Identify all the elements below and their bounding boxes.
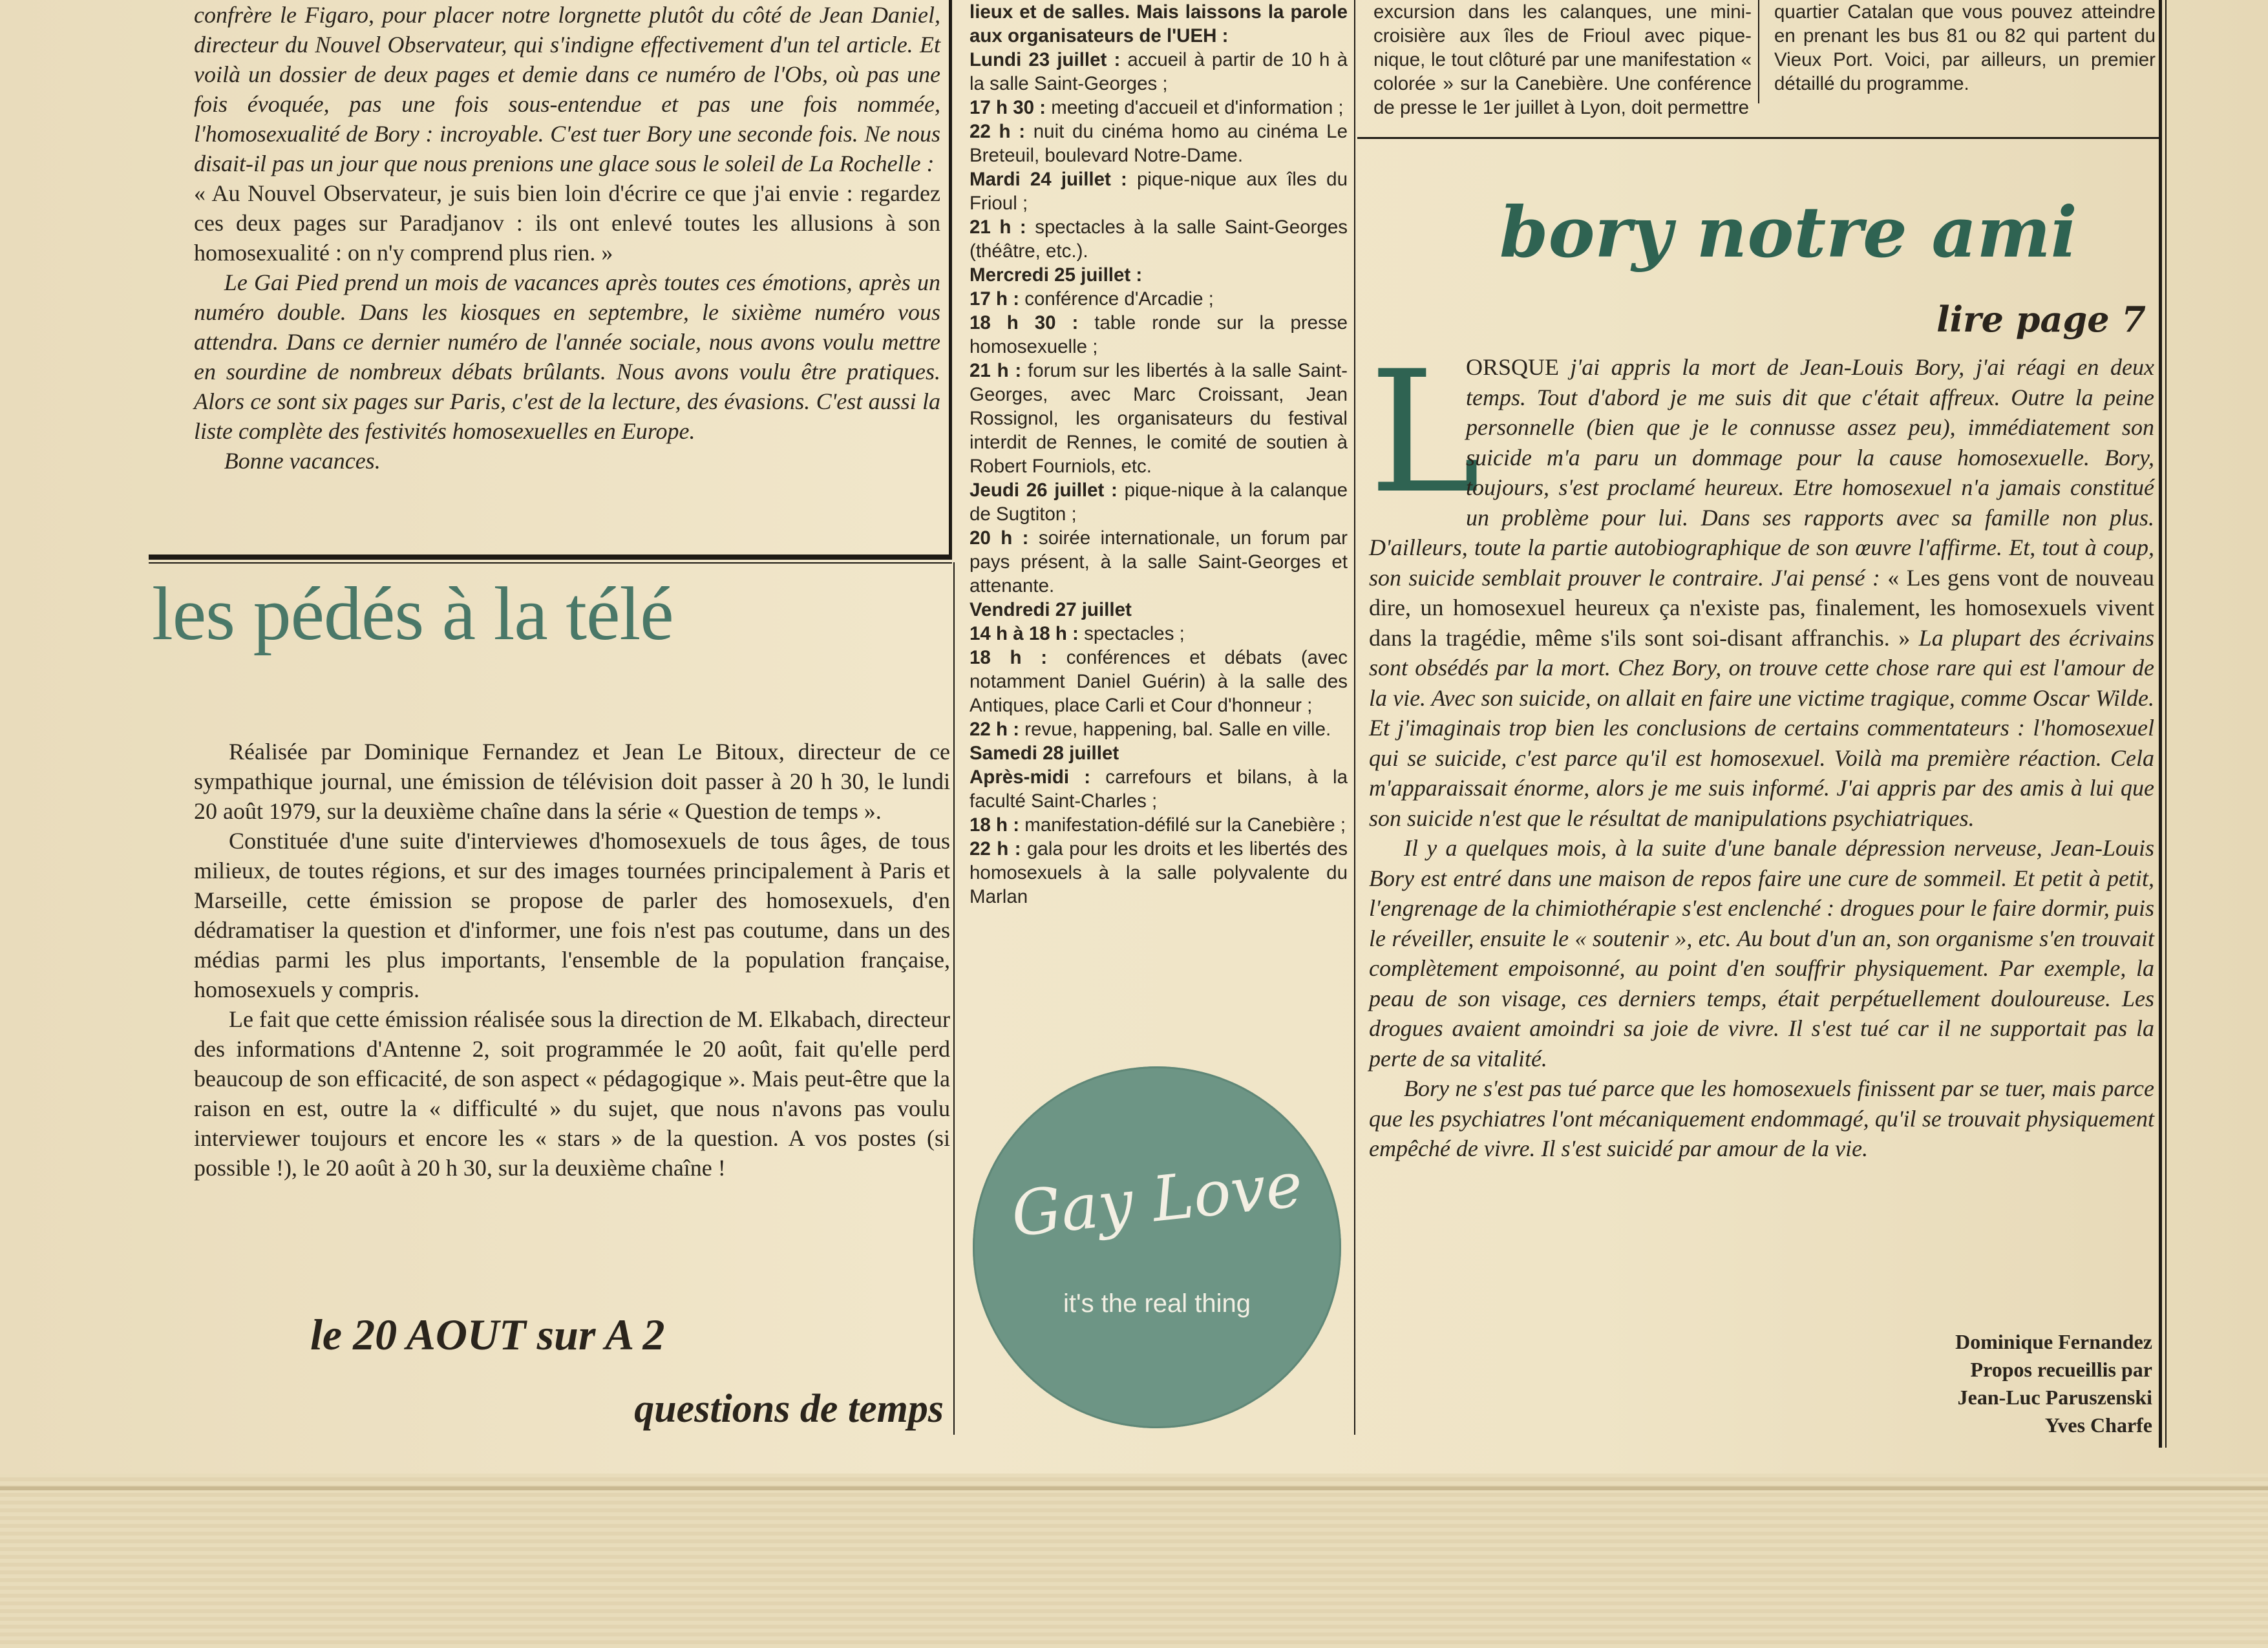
programme-entry	[970, 478, 1348, 526]
programme-entry	[970, 96, 1348, 120]
entry-label: Vendredi 27 juillet	[970, 599, 1132, 620]
bory-drop-cap: L	[1369, 335, 1481, 531]
column-rule-3	[1758, 0, 1759, 103]
entry-text: spectacles ;	[1078, 623, 1185, 644]
bory-opening-caps: ORSQUE	[1466, 354, 1560, 380]
bory-article-body	[1369, 352, 2154, 1164]
bory-paragraph	[1369, 352, 2154, 833]
programme-entry	[970, 813, 1348, 837]
entry-label: Mercredi 25 juillet :	[970, 264, 1143, 286]
entry-text: pique-nique à la calanque de Sugtiton ;	[970, 480, 1348, 525]
logo-script-text: Gay Love	[1008, 1148, 1306, 1251]
entry-label: Après-midi :	[970, 766, 1091, 788]
entry-label: Mardi 24 juillet :	[970, 169, 1127, 190]
entry-label: Lundi 23 juillet :	[970, 49, 1121, 70]
tele-paragraph: Constituée d'une suite d'interviewes d'homosexuels de tous âges, de tous milieux, de toutes régions, et sur des images tournées principalement à Paris et Marseille, cette émission se propose de parler des homosexuels, d'en dédramatiser la question et d'informer, une fois n'est pas coutume, dans un des médias parmi les plus importants, l'ensemble de la population française, homosexuels y compris.	[194, 828, 950, 1002]
entry-label: 17 h 30 :	[970, 97, 1046, 118]
credit-line: Propos recueillis par	[1970, 1358, 2152, 1381]
credit-line: Yves Charfe	[2044, 1413, 2152, 1437]
entry-text: conférences et débats (avec notamment Daniel Guérin) à la salle des Antiques, place Carli et Cour d'honneur ;	[970, 647, 1348, 716]
programme-entry	[970, 215, 1348, 263]
entry-label: 18 h 30 :	[970, 312, 1079, 333]
continuation-text: excursion dans les calanques, une mini-croisière aux îles de Frioul avec pique-nique, le tout clôturé par une manifestation « colorée » sur la Canebière. Une conférence de presse le 1er juillet à Lyon, doit permettre	[1373, 1, 1752, 118]
editorial-paragraph: Le Gai Pied prend un mois de vacances après toutes ces émotions, après un numéro double. Dans les kiosques en septembre, le sixième numéro vous attendra. Dans ce dernier numéro de l'année sociale, nous avons voulu mettre en sourdine de nombreux débats brûlants. Nous avons voulu être pratiques. Alors ce sont six pages sur Paris, c'est de la lecture, des évasions. C'est aussi la liste complète des festivités homosexuelles en Europe.	[194, 269, 940, 444]
gay-love-logo	[973, 1066, 1341, 1428]
entry-label: Samedi 28 juillet	[970, 743, 1119, 764]
tele-paragraph: Le fait que cette émission réalisée sous la direction de M. Elkabach, directeur des informations d'Antenne 2, soit programmée le 20 août, fait qu'elle perd beaucoup de son efficacité, de son aspect « pédagogique ». Mais peut-être que la raison en est, outre la « difficulté » du sujet, que nous n'avons pas voulu interviewer toujours et encore les « stars » de la question. A vos postes (si possible !), le 20 août à 20 h 30, sur la deuxième chaîne !	[194, 1006, 950, 1181]
programme-entry	[970, 741, 1348, 765]
page-bottom-texture	[0, 1474, 2268, 1648]
programme-entry	[970, 598, 1348, 622]
bory-paragraph: Il y a quelques mois, à la suite d'une banale dépression nerveuse, Jean-Louis Bory est entré dans une maison de repos faire une cure de sommeil. Et petit à petit, l'engrenage de la chimiothérapie s'est enclenché : drogues pour le faire dormir, puis le réveiller, ensuite le « soutenir », etc. Au bout d'un an, son organisme s'en trouvait complètement empoisonné, au point d'en souffrir physiquement. Par exemple, la peau de son visage, ces derniers temps, était perpétuellement douloureuse. Les drogues avaient amoindri sa joie de vivre. Il s'est tué car il ne supportait pas la perte de sa vitalité.	[1369, 835, 2154, 1072]
programme-entry	[970, 48, 1348, 96]
credit-line: Jean-Luc Paruszenski	[1957, 1386, 2152, 1409]
programme-intro: lieux et de salles. Mais laissons la parole aux organisateurs de l'UEH :	[970, 1, 1348, 47]
page-fold	[0, 1486, 2268, 1490]
entry-text: carrefours et bilans, à la faculté Saint-Charles ;	[970, 766, 1348, 812]
uEH-article-continuation-right	[1774, 0, 2156, 96]
column-rule-2	[1354, 0, 1355, 1435]
programme-entry	[970, 263, 1348, 287]
entry-label: 20 h :	[970, 527, 1029, 549]
entry-text: revue, happening, bal. Salle en ville.	[1019, 719, 1331, 740]
programme-entry	[970, 526, 1348, 598]
programme-entry	[970, 120, 1348, 167]
entry-text: accueil à partir de 10 h à la salle Saint-Georges ;	[970, 49, 1348, 94]
credit-line: Dominique Fernandez	[1955, 1330, 2152, 1353]
section-rule-bory	[1357, 137, 2162, 139]
entry-label: 22 h :	[970, 719, 1020, 740]
programme-entry	[970, 717, 1348, 741]
entry-label: 14 h à 18 h :	[970, 623, 1079, 644]
entry-label: 17 h :	[970, 288, 1020, 310]
editorial-signoff: Bonne vacances.	[224, 448, 381, 474]
entry-label: 18 h :	[970, 814, 1020, 836]
entry-text: meeting d'accueil et d'information ;	[1046, 97, 1344, 118]
festival-programme	[970, 0, 1348, 1060]
bory-page-reference: lire page 7	[1936, 299, 2146, 340]
programme-entry	[970, 837, 1348, 909]
entry-label: 18 h :	[970, 647, 1048, 668]
programme-entry	[970, 167, 1348, 215]
entry-text: gala pour les droits et les libertés des homosexuels à la salle polyvalente du Marlan	[970, 838, 1348, 907]
tele-series-name: questions de temps	[634, 1387, 944, 1431]
bory-paragraph: Bory ne s'est pas tué parce que les homosexuels finissent par se tuer, mais parce que les psychiatres l'ont mécaniquement endommagé, qu'il se trouvait physiquement empêché de vivre. Il s'est suicidé par amour de la vie.	[1369, 1075, 2154, 1161]
entry-text: spectacles à la salle Saint-Georges (théâtre, etc.).	[970, 217, 1348, 262]
entry-text: manifestation-défilé sur la Canebière ;	[1019, 814, 1346, 836]
entry-text: table ronde sur la presse homosexuelle ;	[970, 312, 1348, 357]
entry-text: conférence d'Arcadie ;	[1019, 288, 1214, 310]
editorial-quote: « Au Nouvel Observateur, je suis bien loin d'écrire ce que j'ai envie : regardez ces deux pages sur Paradjanov : ils ont enlevé toutes les allusions à son homosexualité : on n'y comprend plus rien. »	[194, 180, 940, 266]
column-rule-right-thin	[2165, 0, 2167, 1448]
programme-entry	[970, 359, 1348, 478]
programme-entry	[970, 765, 1348, 813]
programme-entry	[970, 646, 1348, 717]
programme-entry	[970, 287, 1348, 311]
editorial-paragraph: confrère le Figaro, pour placer notre lorgnette plutôt du côté de Jean Daniel, directeur du Nouvel Observateur, qui s'indigne effectivement d'un tel article. Et voilà un dossier de deux pages et demie dans ce numéro de l'Obs, où pas une fois évoquée, pas une fois sous-entendue et pas une fois nommée, l'homosexualité de Bory : incroyable. C'est tuer Bory une seconde fois. Ne nous disait-il pas un jour que nous prenions une glace sous le soleil de La Rochelle :	[194, 2, 940, 176]
column-rule-1-bottom	[953, 562, 955, 1435]
editorial-article	[194, 0, 940, 517]
column-rule-right-thick	[2159, 0, 2162, 1448]
continuation-text: quartier Catalan que vous pouvez atteindre en prenant les bus 81 ou 82 qui partent du Vieux Port. Voici, par ailleurs, un premier détaillé du programme.	[1774, 1, 2156, 94]
tele-broadcast-date: le 20 AOUT sur A 2	[310, 1310, 665, 1359]
tele-paragraph: Réalisée par Dominique Fernandez et Jean Le Bitoux, directeur de ce sympathique journal, une émission de télévision doit passer à 20 h 30, le lundi 20 août 1979, sur la deuxième chaîne dans la série « Question de temps ».	[194, 739, 950, 824]
programme-entry	[970, 622, 1348, 646]
section-rule-tele-thin	[149, 562, 952, 564]
entry-label: 22 h :	[970, 838, 1021, 860]
tele-article-body	[194, 737, 950, 1183]
entry-text: soirée internationale, un forum par pays présent, à la salle Saint-Georges et attenante.	[970, 527, 1348, 597]
entry-text: forum sur les libertés à la salle Saint-Georges, avec Marc Croissant, Jean Rossignol, les organisateurs du festival interdit de Rennes, le comité de soutien à Robert Fourniols, etc.	[970, 360, 1348, 477]
entry-label: 21 h :	[970, 360, 1022, 381]
programme-entry	[970, 311, 1348, 359]
entry-label: 21 h :	[970, 217, 1026, 238]
bory-headline: bory notre ami	[1500, 192, 2077, 273]
logo-tagline: it's the real thing	[1063, 1289, 1251, 1318]
entry-label: 22 h :	[970, 121, 1026, 142]
column-rule-1-top	[949, 0, 952, 559]
entry-text: nuit du cinéma homo au cinéma Le Breteuil, boulevard Notre-Dame.	[970, 121, 1348, 166]
bory-text: j'ai appris la mort de Jean-Louis Bory, j'ai réagi en deux temps. Tout d'abord je me suis dit que c'était affreux. Outre la peine personnelle (bien que je le connusse assez peu), immédiatement son suicide m'a paru un dommage pour la cause homosexuelle. Bory, toujours, s'est proclamé heureux. Etre homosexuel n'a jamais constitué un problème pour lui. Dans ses rapports avec sa famille non plus. D'ailleurs, toute la partie autobiographique de son œuvre l'affirme. Et, tout à coup, son suicide semblait prouver le contraire. J'ai pensé :	[1369, 354, 2154, 591]
section-rule-tele-thick	[149, 555, 952, 560]
entry-text: pique-nique aux îles du Frioul ;	[970, 169, 1348, 214]
uEH-article-continuation-left	[1373, 0, 1752, 120]
tele-headline: les pédés à la télé	[152, 571, 673, 656]
bory-credits	[1810, 1328, 2152, 1439]
entry-label: Jeudi 26 juillet :	[970, 480, 1118, 501]
bory-text: La plupart des écrivains sont obsédés par la mort. Chez Bory, on trouve cette chose rare qui est l'amour de la vie. Avec son suicide, on allait en faire une victime tragique, comme Oscar Wilde. Et j'imaginais trop bien les conclusions de certains commentateurs : l'homosexuel qui se suicide, c'est parce qu'il est homosexuel. Voilà ma première réaction. Cela m'apparaissait énorme, alors je me suis informé. J'ai appris par des amis à lui que son suicide n'est que le résultat de manipulations psychiatriques.	[1369, 624, 2154, 831]
bory-quote: « Les gens vont de nouveau dire, un homosexuel heureux ça n'existe pas, finalement, les homosexuels vivent dans la tragédie, même s'ils sont soi-disant affranchis. »	[1369, 564, 2155, 651]
